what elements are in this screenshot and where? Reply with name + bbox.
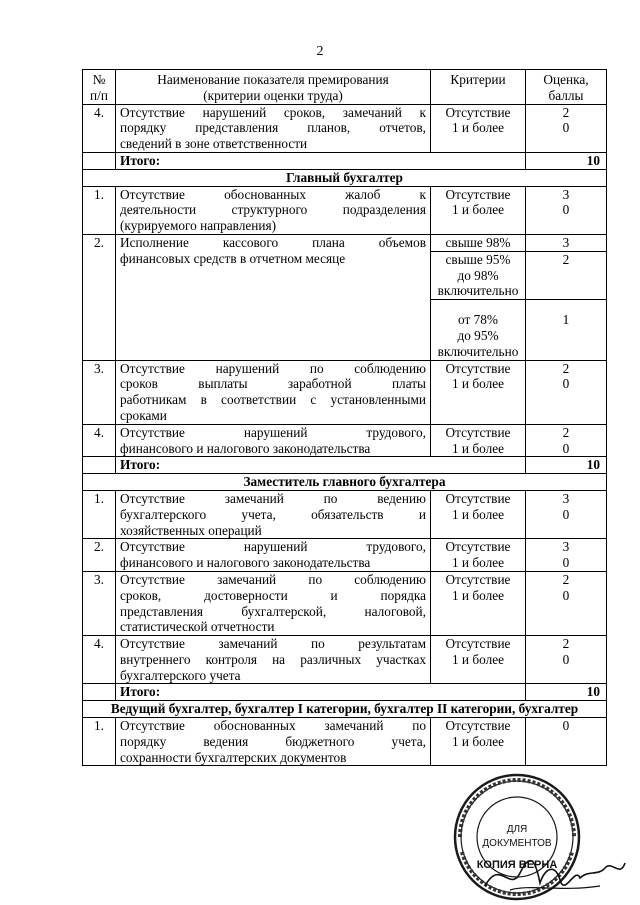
header-name-line: (критерии оценки труда) bbox=[203, 87, 343, 103]
criterion-value: включительно bbox=[437, 343, 519, 359]
table-body bbox=[83, 70, 607, 766]
criterion-name-line: Отсутствие замечаний по результатам bbox=[120, 636, 426, 652]
criterion-value: 1 и более bbox=[451, 440, 505, 456]
total-num-cell bbox=[83, 684, 116, 701]
header-score bbox=[526, 70, 607, 105]
table-header-row bbox=[83, 70, 607, 105]
criterion-value: 1 и более bbox=[451, 733, 505, 749]
table-row bbox=[83, 424, 607, 457]
header-name-line: Наименование показателя премирования bbox=[157, 72, 389, 87]
criterion-name-line: Отсутствие обоснованных жалоб к bbox=[120, 186, 426, 202]
table-row bbox=[83, 490, 607, 538]
row-number: 3. bbox=[83, 571, 116, 635]
criterion-values bbox=[431, 186, 526, 234]
score-value: 2 bbox=[562, 424, 570, 440]
total-label: Итого: bbox=[116, 684, 526, 701]
criterion-values bbox=[431, 490, 526, 538]
criterion-name-line: порядку представления планов, отчетов, bbox=[120, 120, 426, 136]
score-value: 2 bbox=[562, 360, 570, 376]
criterion-value: 1 и более bbox=[451, 202, 505, 218]
score-value: 3 bbox=[526, 234, 607, 251]
score-value: 3 bbox=[562, 186, 570, 202]
score-values bbox=[526, 490, 607, 538]
score-value: 0 bbox=[562, 651, 570, 667]
score-values bbox=[526, 104, 607, 152]
score-values bbox=[526, 571, 607, 635]
bonus-criteria-table bbox=[82, 69, 607, 766]
score-value: 3 bbox=[562, 490, 570, 506]
criterion-values bbox=[431, 300, 526, 360]
row-number: 4. bbox=[83, 424, 116, 457]
criterion-value: свыше 95% bbox=[445, 251, 511, 267]
score-values bbox=[526, 186, 607, 234]
table-row bbox=[83, 234, 607, 251]
header-criteria: Критерии bbox=[431, 70, 526, 105]
criterion-values bbox=[431, 636, 526, 684]
score-value: 2 bbox=[562, 571, 570, 587]
criterion-value: 1 и более bbox=[451, 587, 505, 603]
header-num-line: п/п bbox=[90, 87, 108, 103]
criterion-name-line: Отсутствие замечаний по ведению bbox=[120, 490, 426, 506]
criterion-name-line: представления бухгалтерской, налоговой, bbox=[120, 603, 426, 619]
criterion-name bbox=[116, 718, 431, 766]
score-value: 2 bbox=[562, 636, 570, 652]
score-values bbox=[526, 360, 607, 424]
score-value: 2 bbox=[526, 251, 607, 299]
criterion-name bbox=[116, 636, 431, 684]
criterion-values bbox=[431, 234, 526, 251]
criterion-name-line: финансового и налогового законодательства bbox=[120, 440, 371, 456]
criterion-name-line: сроков, достоверности и порядка bbox=[120, 587, 426, 603]
criterion-name-line: Отсутствие нарушений трудового, bbox=[120, 539, 426, 555]
score-values bbox=[526, 636, 607, 684]
score-value: 0 bbox=[562, 718, 570, 734]
criterion-name bbox=[116, 234, 431, 360]
criterion-values bbox=[431, 571, 526, 635]
criterion-name-line: бухгалтерского учета bbox=[120, 667, 241, 683]
criterion-name-line: Отсутствие обоснованных замечаний по bbox=[120, 718, 426, 734]
criterion-value: Отсутствие bbox=[445, 104, 511, 120]
criterion-name-line: деятельности структурного подразделения bbox=[120, 202, 426, 218]
criterion-name-line: Отсутствие нарушений трудового, bbox=[120, 424, 426, 440]
criterion-name-line: работникам в соответствии с установленными bbox=[120, 392, 426, 408]
total-score: 10 bbox=[526, 457, 607, 474]
criterion-name-line: (курируемого направления) bbox=[120, 218, 277, 234]
score-values bbox=[526, 539, 607, 572]
criterion-name bbox=[116, 571, 431, 635]
criterion-values bbox=[431, 718, 526, 766]
criterion-name-line: Исполнение кассового плана объемов bbox=[120, 234, 426, 250]
criterion-value: 1 и более bbox=[451, 555, 505, 571]
criterion-name-line: Отсутствие замечаний по соблюдению bbox=[120, 571, 426, 587]
criterion-value: 1 и более bbox=[451, 120, 505, 136]
criterion-name-line: сведений в зоне ответственности bbox=[120, 136, 308, 152]
criterion-value: от 78% bbox=[458, 312, 498, 328]
criterion-value: Отсутствие bbox=[445, 571, 511, 587]
criterion-value: Отсутствие bbox=[445, 636, 511, 652]
criterion-name bbox=[116, 104, 431, 152]
criterion-value: 1 и более bbox=[451, 376, 505, 392]
score-value: 0 bbox=[562, 202, 570, 218]
score-value: 3 bbox=[562, 539, 570, 555]
total-row bbox=[83, 152, 607, 169]
criterion-values bbox=[431, 360, 526, 424]
stamp-line1: ДЛЯ bbox=[506, 824, 528, 835]
section-row bbox=[83, 701, 607, 718]
criterion-values bbox=[431, 539, 526, 572]
row-number: 2. bbox=[83, 539, 116, 572]
score-value: 0 bbox=[562, 555, 570, 571]
total-num-cell bbox=[83, 457, 116, 474]
criterion-name-line: Отсутствие нарушений сроков, замечаний к bbox=[120, 104, 426, 120]
total-score: 10 bbox=[526, 684, 607, 701]
section-row bbox=[83, 169, 607, 186]
header-score-line: баллы bbox=[548, 87, 584, 103]
criterion-values bbox=[431, 424, 526, 457]
row-number: 1. bbox=[83, 490, 116, 538]
table-row bbox=[83, 360, 607, 424]
criterion-value: свыше 98% bbox=[445, 234, 511, 250]
criterion-value: Отсутствие bbox=[445, 539, 511, 555]
criterion-name-line: финансового и налогового законодательства bbox=[120, 555, 371, 571]
score-value: 0 bbox=[562, 376, 570, 392]
score-values bbox=[526, 718, 607, 766]
section-title: Главный бухгалтер bbox=[83, 169, 607, 186]
criterion-name-line: сохранности бухгалтерских документов bbox=[120, 749, 347, 765]
score-value: 0 bbox=[562, 506, 570, 522]
score-value: 1 bbox=[526, 300, 607, 360]
criterion-value: Отсутствие bbox=[445, 360, 511, 376]
section-title: Ведущий бухгалтер, бухгалтер I категории, бухгалтер II категории, бухгалтер bbox=[83, 701, 607, 718]
total-score: 10 bbox=[526, 152, 607, 169]
score-value: 2 bbox=[562, 104, 570, 120]
row-number: 1. bbox=[83, 718, 116, 766]
criterion-value: Отсутствие bbox=[445, 718, 511, 734]
page-number: 2 bbox=[316, 44, 324, 59]
criterion-name-line: хозяйственных операций bbox=[120, 522, 262, 538]
header-num bbox=[83, 70, 116, 105]
criterion-name-line: внутреннего контроля на различных участках bbox=[120, 651, 426, 667]
criterion-name-line: Отсутствие нарушений по соблюдению bbox=[120, 360, 426, 376]
table-row bbox=[83, 539, 607, 572]
criterion-name bbox=[116, 360, 431, 424]
total-row bbox=[83, 684, 607, 701]
criterion-value: 1 и более bbox=[451, 651, 505, 667]
criterion-value: до 95% bbox=[457, 327, 499, 343]
criterion-name bbox=[116, 539, 431, 572]
table-row bbox=[83, 186, 607, 234]
header-score-line: Оценка, bbox=[543, 72, 589, 87]
total-row bbox=[83, 457, 607, 474]
total-label: Итого: bbox=[116, 457, 526, 474]
stamp-line2: ДОКУМЕНТОВ bbox=[482, 838, 552, 849]
criterion-name-line: сроков выплаты заработной платы bbox=[120, 376, 426, 392]
criterion-name-line: порядку ведения бюджетного учета, bbox=[120, 733, 426, 749]
criterion-name bbox=[116, 424, 431, 457]
criterion-value: Отсутствие bbox=[445, 186, 511, 202]
row-number: 4. bbox=[83, 636, 116, 684]
score-value: 0 bbox=[562, 120, 570, 136]
criterion-name-line: финансовых средств в отчетном месяце bbox=[120, 250, 346, 266]
criterion-values bbox=[431, 104, 526, 152]
criterion-name-line: сроками bbox=[120, 407, 167, 423]
row-number: 2. bbox=[83, 234, 116, 360]
row-number: 4. bbox=[83, 104, 116, 152]
header-num-line: № bbox=[92, 72, 106, 87]
criterion-value: Отсутствие bbox=[445, 424, 511, 440]
table-row bbox=[83, 104, 607, 152]
stamp-line3: КОПИЯ ВЕРНА bbox=[476, 859, 558, 871]
total-num-cell bbox=[83, 152, 116, 169]
criterion-value: включительно bbox=[437, 283, 519, 299]
criterion-name bbox=[116, 490, 431, 538]
score-value: 0 bbox=[562, 440, 570, 456]
header-name bbox=[116, 70, 431, 105]
handwritten-signature bbox=[480, 848, 630, 898]
criterion-name-line: бухгалтерского учета, обязательств и bbox=[120, 506, 426, 522]
criterion-name-line: статистической отчетности bbox=[120, 619, 275, 635]
table-row bbox=[83, 636, 607, 684]
criterion-value: Отсутствие bbox=[445, 490, 511, 506]
criterion-name bbox=[116, 186, 431, 234]
score-values bbox=[526, 424, 607, 457]
score-value: 0 bbox=[562, 587, 570, 603]
criterion-value: 1 и более bbox=[451, 506, 505, 522]
criterion-value: до 98% bbox=[457, 267, 499, 283]
row-number: 3. bbox=[83, 360, 116, 424]
criterion-values bbox=[431, 251, 526, 299]
total-label: Итого: bbox=[116, 152, 526, 169]
table-row bbox=[83, 571, 607, 635]
row-number: 1. bbox=[83, 186, 116, 234]
section-title: Заместитель главного бухгалтера bbox=[83, 474, 607, 491]
table-row bbox=[83, 718, 607, 766]
section-row bbox=[83, 474, 607, 491]
